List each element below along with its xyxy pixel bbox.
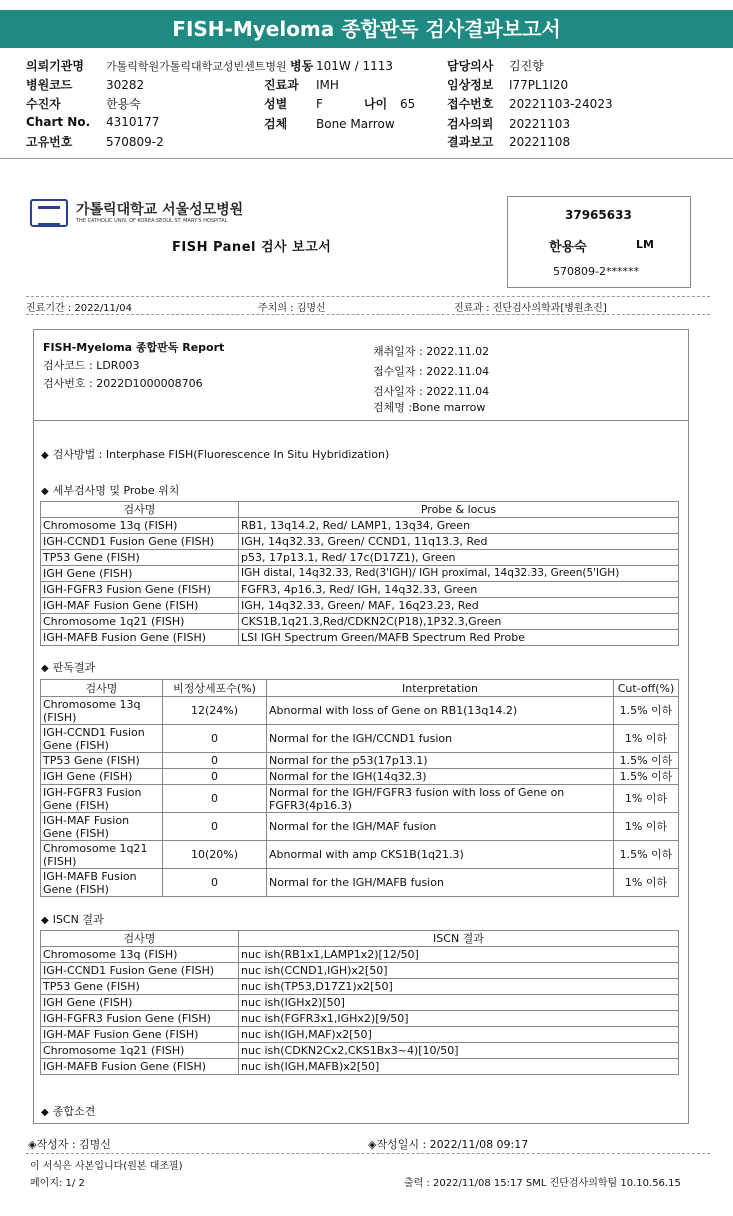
probe-section-title: ◆ 세부검사명 및 Probe 위치 xyxy=(41,484,180,497)
header-sex: 성별 F xyxy=(264,97,323,111)
summary-section-title: ◆ 종합소견 xyxy=(41,1105,96,1118)
table-row: Chromosome 13q (FISH) nuc ish(RB1x1,LAMP1x2)[12/50] xyxy=(41,947,679,963)
patient-reg-no: 570809-2****** xyxy=(553,265,639,278)
header-request-date: 검사의뢰 20221103 xyxy=(447,117,571,131)
report-box xyxy=(33,329,689,1124)
bullet-diamond-icon: ◆ xyxy=(41,486,49,497)
table-row: IGH-MAFB Fusion Gene (FISH) 0 Normal for the IGH/MAFB fusion 1% 이하 xyxy=(41,869,679,897)
iscn-header-test: 검사명 xyxy=(41,931,239,947)
method-line: ◆ 검사방법 : Interphase FISH(Fluorescence In Situ Hybridization) xyxy=(41,448,390,461)
table-row: TP53 Gene (FISH) p53, 17p13.1, Red/ 17c(D17Z1), Green xyxy=(41,550,679,566)
page-number: 페이지: 1/ 2 xyxy=(30,1178,85,1189)
iscn-section-title: ◆ ISCN 결과 xyxy=(41,913,104,926)
table-row: IGH Gene (FISH) 0 Normal for the IGH(14q32.3) 1.5% 이하 xyxy=(41,769,679,785)
header-receipt-no: 접수번호 20221103-24023 xyxy=(447,97,613,111)
iscn-header-result: ISCN 결과 xyxy=(239,931,679,947)
treatment-dept: 진료과 : 진단검사의학과[병원초진] xyxy=(454,303,607,314)
table-row: IGH Gene (FISH) nuc ish(IGHx2)[50] xyxy=(41,995,679,1011)
result-header-test: 검사명 xyxy=(41,680,163,697)
table-row: Chromosome 1q21 (FISH) 10(20%) Abnormal with amp CKS1B(1q21.3) 1.5% 이하 xyxy=(41,841,679,869)
test-number: 검사번호 : 2022D1000008706 xyxy=(43,377,203,390)
table-row: Chromosome 13q (FISH) RB1, 13q14.2, Red/ LAMP1, 13q34, Green xyxy=(41,518,679,534)
test-code: 검사코드 : LDR003 xyxy=(43,359,140,372)
attending-doctor: 주치의 : 김명신 xyxy=(258,303,326,314)
table-row: IGH-MAF Fusion Gene (FISH) nuc ish(IGH,MAF)x2[50] xyxy=(41,1027,679,1043)
header-doctor: 담당의사 김진향 xyxy=(447,59,544,73)
table-row: IGH-MAF Fusion Gene (FISH) 0 Normal for the IGH/MAF fusion 1% 이하 xyxy=(41,813,679,841)
output-info: 출력 : 2022/11/08 15:17 SML 진단검사의학팀 10.10.56.15 xyxy=(404,1178,681,1189)
header-patient: 수진자 한용숙 xyxy=(26,97,141,111)
page-title: FISH-Myeloma 종합판독 검사결과보고서 xyxy=(0,10,733,48)
table-row: IGH-MAFB Fusion Gene (FISH) LSI IGH Spectrum Green/MAFB Spectrum Red Probe xyxy=(41,630,679,646)
patient-box xyxy=(507,196,691,288)
bullet-diamond-icon: ◆ xyxy=(41,915,49,926)
hospital-emblem-icon xyxy=(30,199,68,227)
probe-header-locus: Probe & locus xyxy=(239,502,679,518)
table-row: Chromosome 13q (FISH) 12(24%) Abnormal with loss of Gene on RB1(13q14.2) 1.5% 이하 xyxy=(41,697,679,725)
table-row: IGH-CCND1 Fusion Gene (FISH) IGH, 14q32.33, Green/ CCND1, 11q13.3, Red xyxy=(41,534,679,550)
written-datetime: ◈작성일시 : 2022/11/08 09:17 xyxy=(368,1138,529,1151)
header-clinical-info: 임상정보 I77PL1I20 xyxy=(447,78,569,92)
probe-table xyxy=(40,501,679,646)
footer-divider xyxy=(26,1153,710,1154)
header-divider xyxy=(0,158,733,159)
result-section-title: ◆ 판독결과 xyxy=(41,661,96,674)
tested-date: 검사일자 : 2022.11.04 xyxy=(373,385,490,398)
bullet-diamond-icon: ◆ xyxy=(41,663,49,674)
info-divider-bottom xyxy=(26,314,710,315)
received-date: 접수일자 : 2022.11.04 xyxy=(373,365,490,378)
table-row: TP53 Gene (FISH) nuc ish(TP53,D17Z1)x2[50] xyxy=(41,979,679,995)
info-divider-top xyxy=(26,296,710,297)
table-row: TP53 Gene (FISH) 0 Normal for the p53(17p13.1) 1.5% 이하 xyxy=(41,753,679,769)
result-header-interpretation: Interpretation xyxy=(267,680,614,697)
table-row: IGH-MAF Fusion Gene (FISH) IGH, 14q32.33, Green/ MAF, 16q23.23, Red xyxy=(41,598,679,614)
table-row: IGH-FGFR3 Fusion Gene (FISH) FGFR3, 4p16.3, Red/ IGH, 14q32.33, Green xyxy=(41,582,679,598)
table-row: IGH-MAFB Fusion Gene (FISH) nuc ish(IGH,MAFB)x2[50] xyxy=(41,1059,679,1075)
header-dept: 진료과 IMH xyxy=(264,78,339,92)
header-ward: 병동 101W / 1113 xyxy=(290,59,393,73)
result-table xyxy=(40,679,679,897)
bullet-diamond-icon: ◆ xyxy=(41,450,49,461)
table-row: IGH Gene (FISH) IGH distal, 14q32.33, Red(3'IGH)/ IGH proximal, 14q32.33, Green(5'IGH) xyxy=(41,566,679,582)
author: ◈작성자 : 김명신 xyxy=(28,1138,111,1151)
table-row: IGH-CCND1 Fusion Gene (FISH) nuc ish(CCND1,IGH)x2[50] xyxy=(41,963,679,979)
iscn-table xyxy=(40,930,679,1075)
report-header xyxy=(34,330,688,421)
treatment-period: 진료기간 : 2022/11/04 xyxy=(26,303,133,314)
hospital-subtitle: THE CATHOLIC UNIV. OF KOREA SEOUL ST. MARY'S HOSPITAL xyxy=(76,218,228,224)
table-row: Chromosome 1q21 (FISH) nuc ish(CDKN2Cx2,CKS1Bx3~4)[10/50] xyxy=(41,1043,679,1059)
header-unique-no: 고유번호 570809-2 xyxy=(26,135,164,149)
report-title: FISH-Myeloma 종합판독 Report xyxy=(43,341,225,354)
header-hospital-code: 병원코드 30282 xyxy=(26,78,145,92)
table-row: Chromosome 1q21 (FISH) CKS1B,1q21.3,Red/CDKN2C(P18),1P32.3,Green xyxy=(41,614,679,630)
probe-header-test: 검사명 xyxy=(41,502,239,518)
header-client: 의뢰기관명 가톨릭학원가톨릭대학교성빈센트병원 xyxy=(26,59,287,73)
result-header-cutoff: Cut-off(%) xyxy=(614,680,679,697)
patient-id: 37965633 xyxy=(565,208,632,222)
patient-tag: LM xyxy=(636,238,654,251)
patient-name: 한용숙 xyxy=(549,240,587,255)
table-row: IGH-CCND1 Fusion Gene (FISH) 0 Normal for the IGH/CCND1 fusion 1% 이하 xyxy=(41,725,679,753)
result-header-abnormal: 비정상세포수(%) xyxy=(163,680,267,697)
bullet-diamond-icon: ◆ xyxy=(41,1107,49,1118)
panel-title: FISH Panel 검사 보고서 xyxy=(172,240,332,255)
table-row: IGH-FGFR3 Fusion Gene (FISH) 0 Normal for the IGH/FGFR3 fusion with loss of Gene on FGFR3(4p16.3) 1% 이하 xyxy=(41,785,679,813)
specimen-name: 검체명 :Bone marrow xyxy=(373,401,486,414)
header-age: 나이 65 xyxy=(364,97,416,111)
header-chart-no: Chart No. 4310177 xyxy=(26,115,160,129)
header-specimen: 검체 Bone Marrow xyxy=(264,117,395,131)
hospital-name: 가톨릭대학교 서울성모병원 xyxy=(76,202,244,218)
copy-note: 이 서식은 사본입니다(원본 대조필) xyxy=(30,1161,183,1172)
header-report-date: 결과보고 20221108 xyxy=(447,135,571,149)
collected-date: 채취일자 : 2022.11.02 xyxy=(373,345,490,358)
table-row: IGH-FGFR3 Fusion Gene (FISH) nuc ish(FGFR3x1,IGHx2)[9/50] xyxy=(41,1011,679,1027)
